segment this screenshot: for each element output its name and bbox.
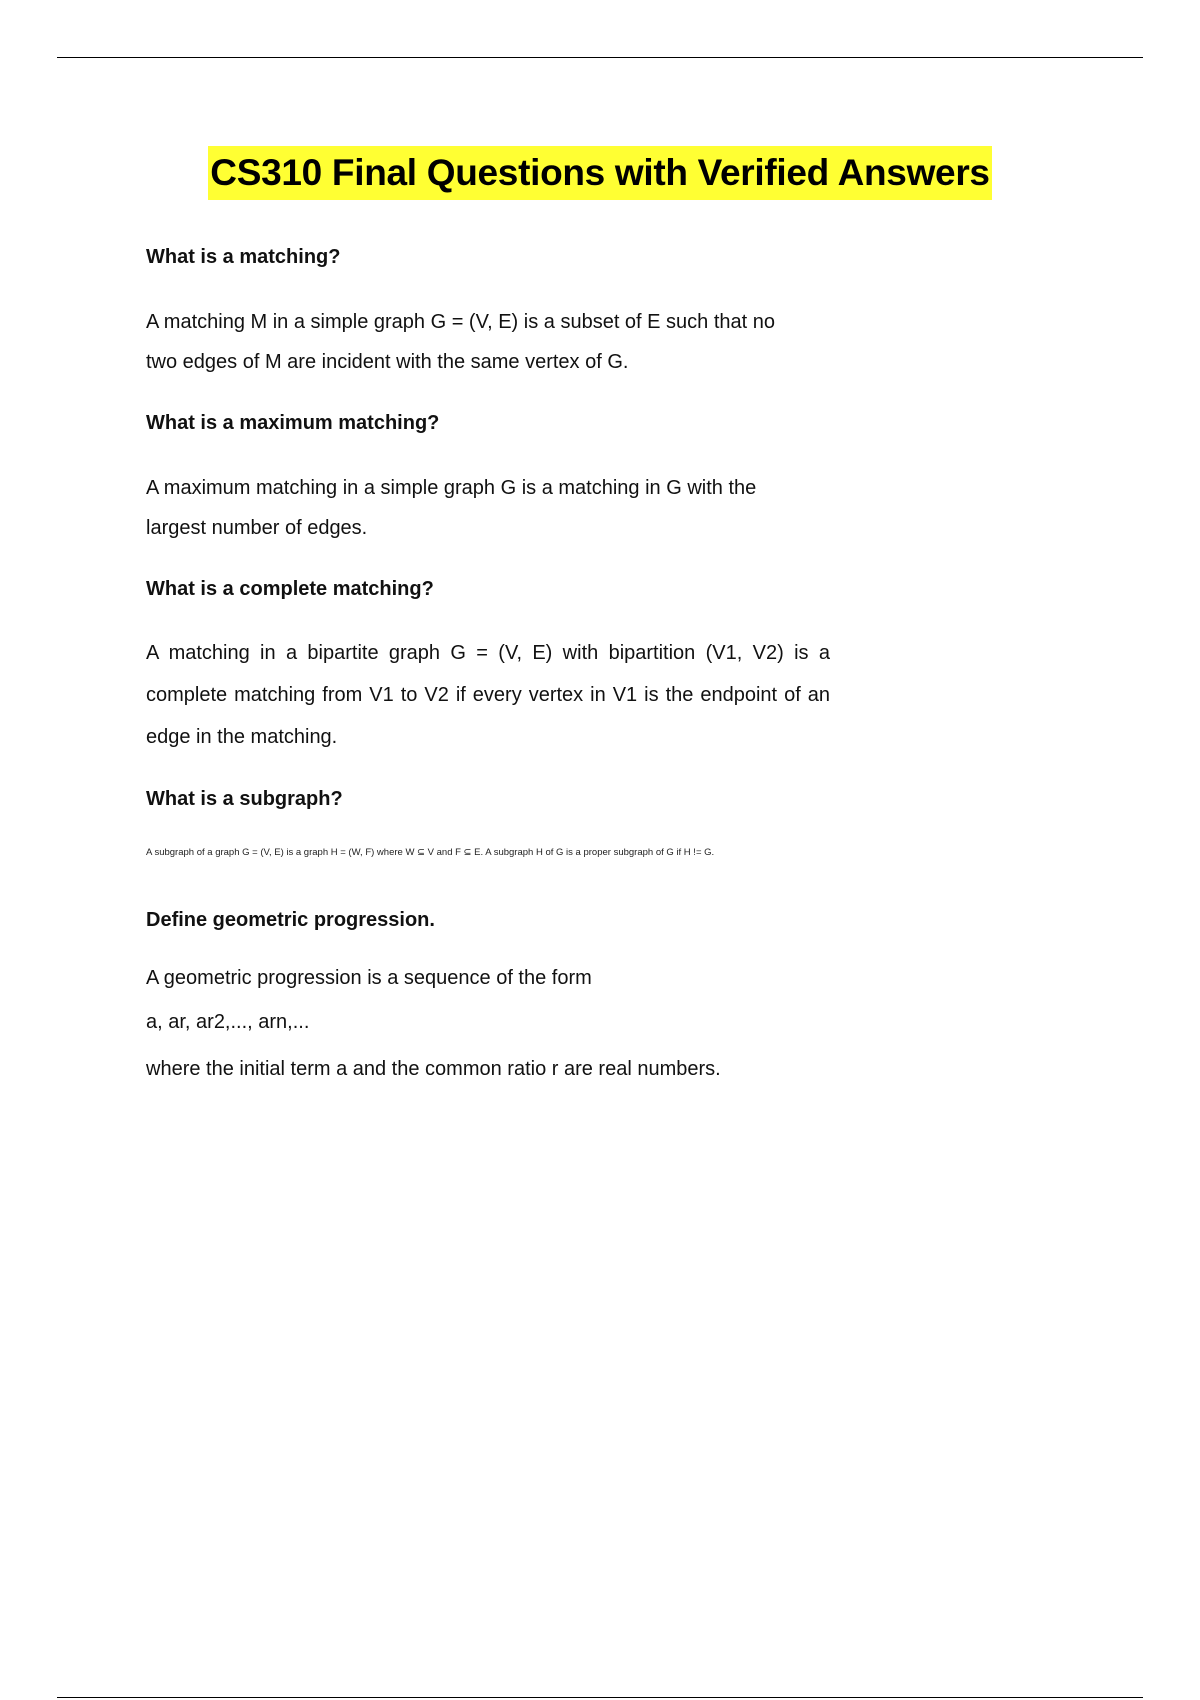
answer-complete-matching: A matching in a bipartite graph G = (V, E) with bipartition (V1, V2) is a complete matching from V1 to V2 if every vertex in V1 is the endpoint of an edge in the matching.: [146, 642, 830, 748]
question-matching: What is a matching?: [146, 246, 341, 268]
question-complete-matching: What is a complete matching?: [146, 578, 434, 600]
question-subgraph: What is a subgraph?: [146, 788, 343, 810]
answer-geometric-line-1: A geometric progression is a sequence of the form: [146, 967, 592, 989]
bottom-rule: [57, 1697, 1143, 1698]
question-maximum-matching: What is a maximum matching?: [146, 412, 440, 434]
answer-geometric-line-2: a, ar, ar2,..., arn,...: [146, 1011, 310, 1033]
document-title: CS310 Final Questions with Verified Answers: [208, 146, 991, 200]
answer-matching: A matching M in a simple graph G = (V, E) is a subset of E such that no two edges of M are incident with the same vertex of G.: [146, 311, 776, 373]
title-container: [0, 146, 1200, 200]
question-geometric-progression: Define geometric progression.: [146, 909, 435, 931]
answer-maximum-matching: A maximum matching in a simple graph G is a matching in G with the largest number of edges.: [146, 477, 757, 539]
answer-subgraph: A subgraph of a graph G = (V, E) is a graph H = (W, F) where W ⊆ V and F ⊆ E. A subgraph H of G is a proper subgraph of G if H != G.: [146, 847, 715, 858]
answer-geometric-line-3: where the initial term a and the common ratio r are real numbers.: [146, 1058, 721, 1080]
top-rule: [57, 57, 1143, 58]
